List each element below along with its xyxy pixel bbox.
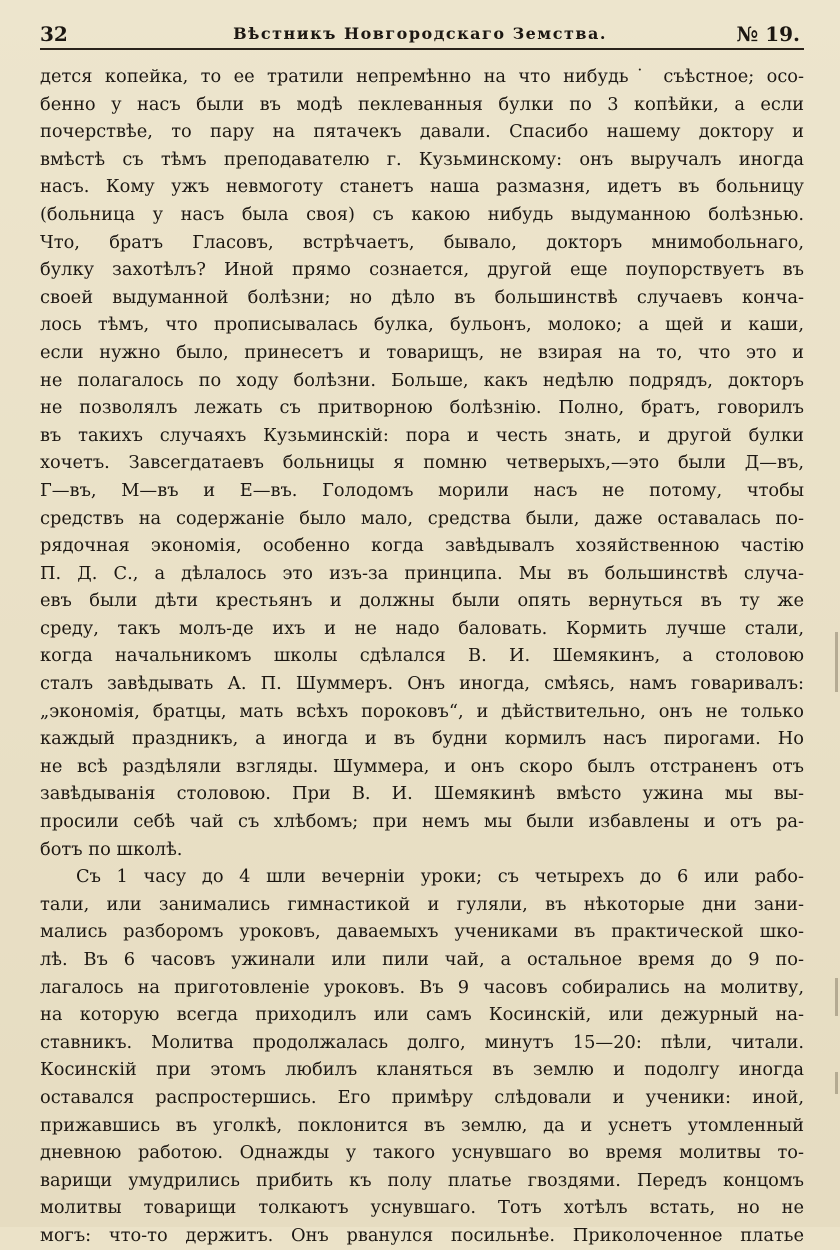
text-line: своей выдуманной болѣзни; но дѣло въ большинствѣ случаевъ конча- — [40, 286, 804, 308]
text-line: насъ. Кому ужъ невмоготу станетъ наша размазня, идетъ въ больницу — [40, 176, 804, 198]
text-line: среду, такъ молъ-де ихъ и не надо баловать. Кормить лучше стали, — [40, 617, 804, 639]
text-line: хочетъ. Завсегдатаевъ больницы я помню четверыхъ,—это были Д—въ, — [40, 452, 804, 474]
text-line: когда начальникомъ школы сдѣлался В. И. Шемякинъ, а столовою — [40, 645, 804, 667]
text-line: евъ были дѣти крестьянъ и должны были опять вернуться въ ту же — [40, 590, 804, 612]
text-line: прижавшись въ уголкѣ, поклонится въ землю, да и уснетъ утомленный — [40, 1114, 804, 1136]
body-text — [40, 63, 804, 1250]
running-title: Вѣстникъ Новгородскаго Земства. — [233, 24, 607, 43]
text-line: дется копейка, то ее тратили непремѣнно на что нибудь˙ съѣстное; осо- — [40, 66, 804, 87]
text-line: въ такихъ случаяхъ Кузьминскій: пора и честь знать, и другой булки — [40, 424, 804, 446]
text-line: лагалось на приготовленіе уроковъ. Въ 9 часовъ собирались на молитву, — [40, 976, 804, 998]
text-line: мались разборомъ уроковъ, даваемыхъ учениками въ практической шко- — [40, 921, 804, 943]
text-line: не всѣ раздѣляли взгляды. Шуммера, и онъ скоро былъ отстраненъ отъ — [40, 755, 804, 777]
text-line: варищи умудрились прибить къ полу платье гвоздями. Передъ концомъ — [40, 1169, 804, 1191]
text-line: бенно у насъ были въ модѣ пеклеванныя булки по 3 копѣйки, а если — [40, 93, 804, 115]
text-line: ботъ по школѣ. — [40, 838, 183, 860]
text-line: булку захотѣлъ? Иной прямо сознается, другой еще поупорствуетъ въ — [40, 259, 804, 281]
text-line: Косинскій при этомъ любилъ кланяться въ землю и подолгу иногда — [40, 1059, 804, 1081]
text-line: Г—въ, М—въ и Е—въ. Голодомъ морили насъ не потому, чтобы — [40, 479, 804, 501]
text-line: рядочная экономія, особенно когда завѣдывалъ хозяйственною частію — [40, 535, 804, 557]
text-line: Съ 1 часу до 4 шли вечерніи уроки; съ четырехъ до 6 или рабо- — [76, 866, 804, 888]
page-header — [40, 20, 800, 50]
text-line: тали, или занимались гимнастикой и гуляли, въ нѣкоторые дни зани- — [40, 893, 804, 915]
text-line: дневною работою. Однажды у такого уснувшаго во время молитвы то- — [40, 1142, 804, 1164]
page-edge-mark — [835, 1072, 838, 1094]
text-line: (больница у насъ была своя) съ какою нибудь выдуманною болѣзнью. — [40, 203, 804, 225]
text-line: не полагалось по ходу болѣзни. Больше, какъ недѣлю подрядъ, докторъ — [40, 369, 804, 391]
text-line: не позволялъ лежать съ притворною болѣзнію. Полно, братъ, говорилъ — [40, 397, 804, 419]
paragraph-1 — [40, 63, 804, 863]
text-line: могъ: что-то держитъ. Онъ рванулся посильнѣе. Приколоченное платье — [40, 1224, 804, 1246]
page-edge-mark — [835, 632, 838, 692]
text-line: если нужно было, принесетъ и товарищъ, не взирая на то, что это и — [40, 341, 804, 363]
text-line: лось тѣмъ, что прописывалась булка, бульонъ, молоко; а щей и каши, — [40, 314, 804, 336]
text-line: молитвы товарищи толкаютъ уснувшаго. Тотъ хотѣлъ встать, но не — [40, 1197, 804, 1219]
page-edge-mark — [835, 978, 838, 1016]
text-line: вмѣстѣ съ тѣмъ преподавателю г. Кузьминскому: онъ выручалъ иногда — [40, 148, 804, 170]
text-line: сталъ завѣдывать А. П. Шуммеръ. Онъ иногда, смѣясь, намъ говаривалъ: — [40, 673, 804, 695]
text-line: лѣ. Въ 6 часовъ ужинали или пили чай, а остальное время до 9 по- — [40, 949, 804, 970]
text-line: оставался распростершись. Его примѣру слѣдовали и ученики: иной, — [40, 1086, 804, 1108]
text-line: просили себѣ чай съ хлѣбомъ; при немъ мы были избавлены и отъ ра- — [40, 811, 804, 833]
text-line: почерствѣе, то пару на пятачекъ давали. Спасибо нашему доктору и — [40, 121, 804, 143]
text-line: „экономія, братцы, мать всѣхъ пороковъ“, и дѣйствительно, онъ не только — [40, 700, 804, 722]
text-line: П. Д. С., а дѣлалось это изъ-за принципа. Мы въ большинствѣ случа- — [40, 562, 804, 584]
issue-number: № 19. — [736, 22, 800, 46]
text-line: Что, братъ Гласовъ, встрѣчаетъ, бывало, докторъ мнимобольнаго, — [40, 231, 804, 253]
header-divider — [40, 48, 804, 50]
page-number: 32 — [40, 22, 68, 46]
paragraph-2 — [40, 863, 804, 1249]
text-line: средствъ на содержаніе было мало, средства были, даже оставалась по- — [40, 507, 804, 529]
text-line: завѣдыванія столовою. При В. И. Шемякинѣ вмѣсто ужина мы вы- — [40, 783, 804, 805]
text-line: каждый праздникъ, а иногда и въ будни кормилъ насъ пирогами. Но — [40, 728, 804, 750]
text-line: на которую всегда приходилъ или самъ Косинскій, или дежурный на- — [40, 1004, 804, 1026]
text-line: ставникъ. Молитва продолжалась долго, минутъ 15—20: пѣли, читали. — [40, 1031, 804, 1053]
